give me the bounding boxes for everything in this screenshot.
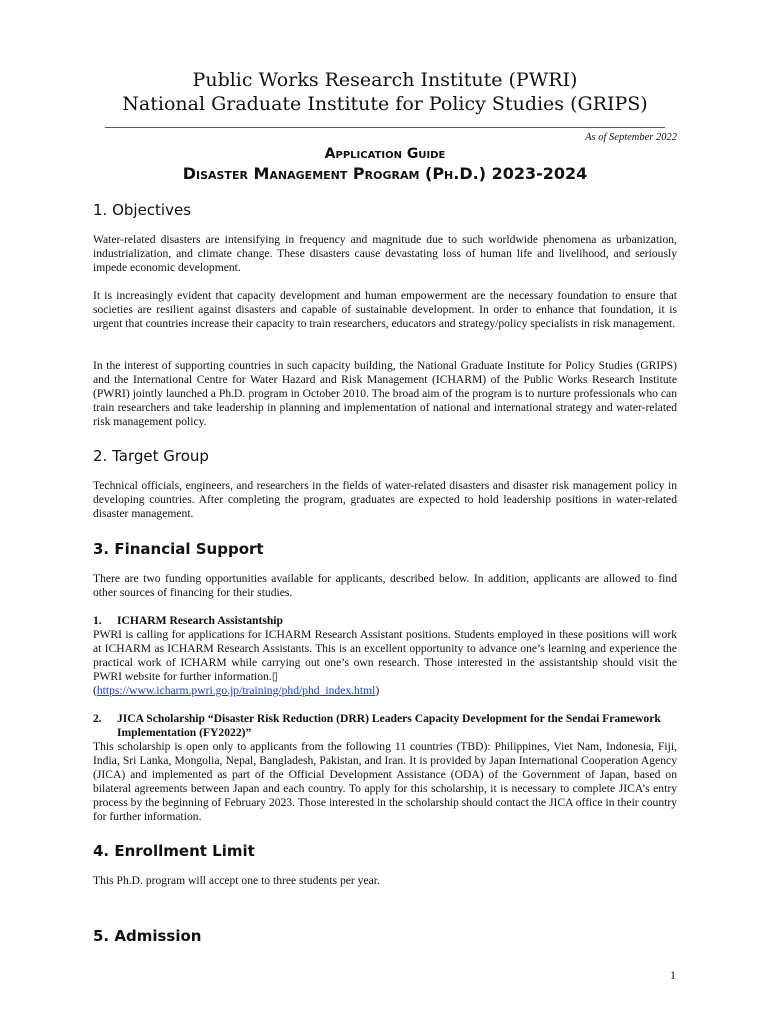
paragraph: In the interest of supporting countries in such capacity building, the National Graduate Institute for Policy Studies (GRIPS) and the International Centre for Water Hazard and Risk Management (ICHARM) of the Public Works Research Institute (PWRI) jointly launched a Ph.D. program in October 2010. The broad aim of the program is to nurture professionals who can train researchers and take leadership in planning and implementation of national and international strategy and water-related risk management policy.	[93, 359, 677, 428]
item-number: 2.	[93, 712, 102, 725]
heading-admission: 5. Admission	[93, 927, 202, 945]
paragraph: Technical officials, engineers, and researchers in the fields of water-related disasters and disaster risk management policy in developing countries. After completing the program, graduates are expected to hold leadership positions in water-related disaster management.	[93, 479, 677, 520]
item-number: 1.	[93, 614, 102, 627]
guide-title: Application Guide	[324, 146, 446, 162]
as-of-date: As of September 2022	[585, 132, 677, 143]
institution-pwri: Public Works Research Institute (PWRI)	[192, 69, 578, 91]
funding-item-body: PWRI is calling for applications for ICHARM Research Assistant positions. Students employed in these positions will work at ICHARM as ICHARM Research Assistants. This is an excellent opportunity to advance one’s learning and experience the practical work of ICHARM while carrying out one’s own research. Those interested in the assistantship should visit the PWRI website for further information.▯ (https://www.icharm.pwri.go.jp/training/phd/phd_index.html)	[93, 628, 677, 697]
paragraph: There are two funding opportunities available for applicants, described below. In addition, applicants are allowed to find other sources of financing for their studies.	[93, 572, 677, 599]
funding-item-title	[93, 614, 677, 628]
institution-grips: National Graduate Institute for Policy Studies (GRIPS)	[122, 93, 648, 115]
paragraph: Water-related disasters are intensifying in frequency and magnitude due to such worldwide phenomena as urbanization, industrialization, and climate change. These disasters cause devastating loss of human life and livelihood, and seriously impede economic development.	[93, 233, 677, 274]
icharm-link[interactable]: https://www.icharm.pwri.go.jp/training/phd/phd_index.html	[96, 684, 376, 697]
page-number: 1	[670, 968, 676, 982]
paragraph: This Ph.D. program will accept one to three students per year.	[93, 874, 380, 887]
heading-financial-support: 3. Financial Support	[93, 540, 264, 558]
heading-enrollment-limit: 4. Enrollment Limit	[93, 842, 255, 860]
item-title: JICA Scholarship “Disaster Risk Reduction (DRR) Leaders Capacity Development for the Sendai Framework Implementation (FY2022)”	[117, 712, 661, 739]
funding-item-title	[93, 712, 677, 740]
program-title: Disaster Management Program (Ph.D.) 2023-2024	[182, 164, 588, 183]
heading-objectives: 1. Objectives	[93, 201, 192, 219]
institution-header	[80, 68, 690, 116]
header-divider	[105, 127, 665, 128]
heading-target-group: 2. Target Group	[93, 447, 209, 465]
paragraph: It is increasingly evident that capacity development and human empowerment are the necessary foundation to ensure that societies are resilient against disasters and capable of sustainable development. In order to enhance that foundation, it is urgent that countries increase their capacity to train researchers, educators and strategy/policy specialists in risk management.	[93, 289, 677, 330]
item-title: ICHARM Research Assistantship	[117, 614, 283, 627]
funding-item-body: This scholarship is open only to applicants from the following 11 countries (TBD): Philippines, Viet Nam, Indonesia, Fiji, India, Sri Lanka, Mongolia, Nepal, Bangladesh, Pakistan, and Iran. It is provided by Japan International Cooperation Agency (JICA) and implemented as part of the Official Development Assistance (ODA) of the Government of Japan, based on bilateral agreements between Japan and each country. To apply for this scholarship, it is necessary to complete JICA’s entry process by the beginning of February 2023. Those interested in the scholarship should contact the JICA office in their country for further information.	[93, 740, 677, 823]
item-body: PWRI is calling for applications for ICHARM Research Assistant positions. Students employed in these positions will work at ICHARM as ICHARM Research Assistants. This is an excellent opportunity to advance one’s learning and experience the practical work of ICHARM while carrying out one’s own research. Those interested in the assistantship should visit the PWRI website for further information.▯	[93, 628, 677, 683]
